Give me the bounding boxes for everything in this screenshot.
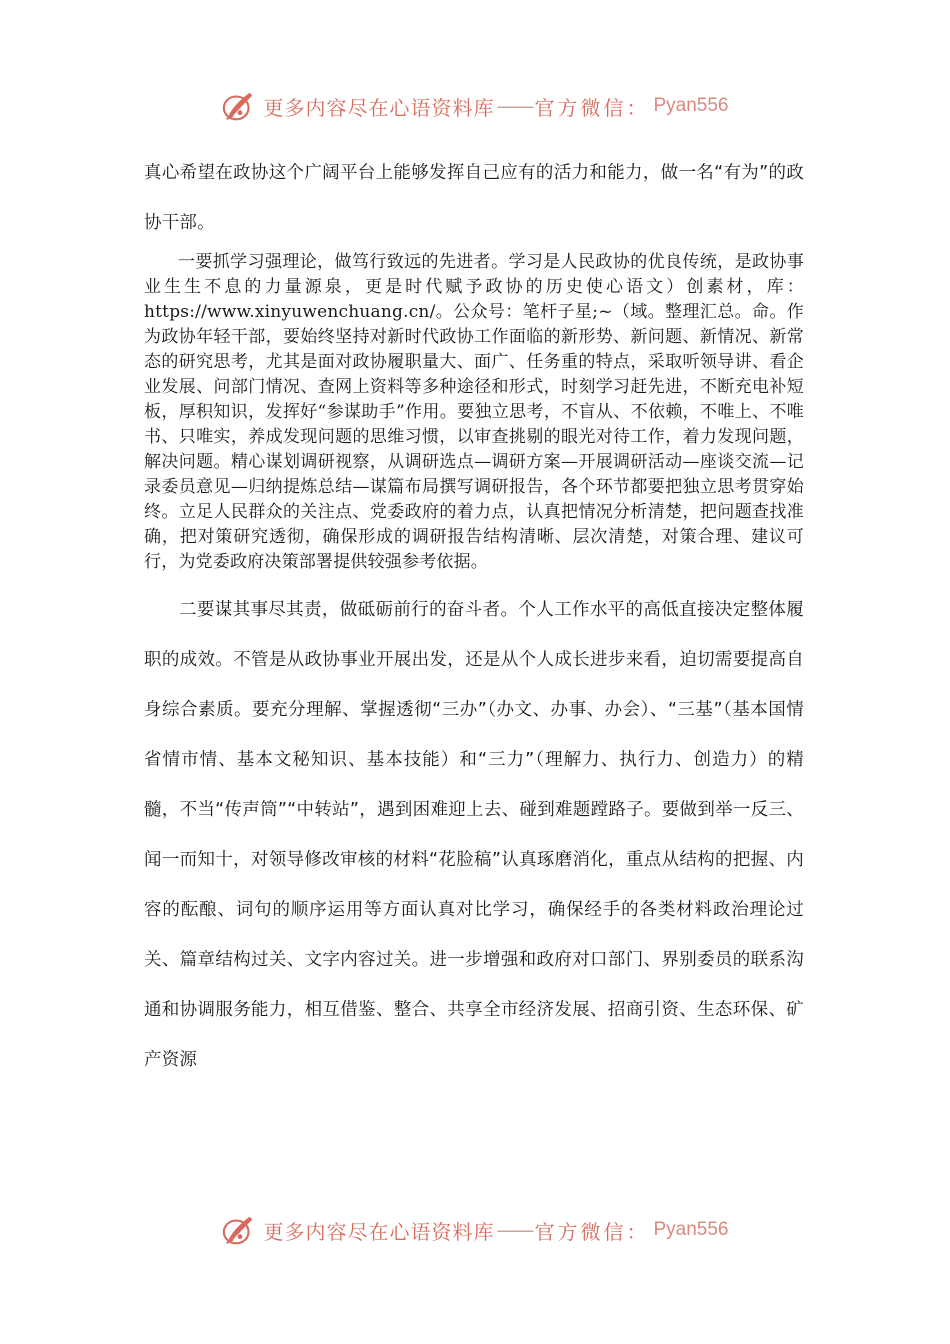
- footer-wechat-id: Pyan556: [653, 1219, 729, 1240]
- header-wechat-id: Pyan556: [653, 95, 729, 116]
- paragraph-duty-responsibility: 二要谋其事尽其责，做砥砺前行的奋斗者。个人工作水平的高低直接决定整体履职的成效。不管是从政协事业开展出发，还是从个人成长进步来看，迫切需要提高自身综合素质。要充分理解、掌握透彻“三办”（办文、办事、办会）、“三基”（基本国情省情市情、基本文秘知识、基本技能）和“三力”（理解力、执行力、创造力）的精髓，不当“传声筒”“中转站”，遇到困难迎上去、碰到难题蹚路子。要做到举一反三、闻一而知十，对领导修改审核的材料“花脸稿”认真琢磨消化，重点从结构的把握、内容的酝酿、词句的顺序运用等方面认真对比学习，确保经手的各类材料政治理论过关、篇章结构过关、文字内容过关。进一步增强和政府对口部门、界别委员的联系沟通和协调服务能力，相互借鉴、整合、共享全市经济发展、招商引资、生态环保、矿产资源: [144, 600, 804, 1070]
- footer-dash: ——: [496, 1218, 533, 1242]
- header-dash: ——: [496, 94, 533, 118]
- footer-wechat-label: 官方微信：: [534, 1219, 650, 1244]
- pen-inkwell-logo-icon: [221, 1211, 259, 1249]
- header-wechat-label: 官方微信：: [534, 95, 650, 120]
- paragraph-continuation: 真心希望在政协这个广阔平台上能够发挥自己应有的活力和能力，做一名“有为”的政协干部。: [144, 163, 804, 233]
- pen-inkwell-logo-icon: [221, 87, 259, 125]
- footer-site-text: 更多内容尽在心语资料库: [263, 1219, 495, 1244]
- document-body: [144, 148, 804, 1085]
- paragraph-study-theory: 一要抓学习强理论，做笃行致远的先进者。学习是人民政协的优良传统，是政协事业生生不息的力量源泉，更是时代赋予政协的历史使心语文）创素材，库：https://www.xinyuwenchuang.cn/。公众号：笔杆子星;~（域。整理汇总。命。作为政协年轻干部，要始终坚持对新时代政协工作面临的新形势、新问题、新情况、新常态的研究思考，尤其是面对政协履职量大、面广、任务重的特点，采取听领导讲、看企业发展、问部门情况、查网上资料等多种途径和形式，时刻学习赶先进，不断充电补短板，厚积知识，发挥好“参谋助手”作用。要独立思考，不盲从、不依赖，不唯上、不唯书、只唯实，养成发现问题的思维习惯，以审查挑剔的眼光对待工作，着力发现问题，解决问题。精心谋划调研视察，从调研选点—调研方案—开展调研活动—座谈交流—记录委员意见—归纳提炼总结—谋篇布局撰写调研报告，各个环节都要把独立思考贯穿始终。立足人民群众的关注点、党委政府的着力点，认真把情况分析清楚，把问题查找准确，把对策研究透彻，确保形成的调研报告结构清晰、层次清楚，对策合理、建议可行，为党委政府决策部署提供较强参考依据。: [144, 252, 804, 572]
- header-banner: [0, 84, 950, 128]
- header-site-text: 更多内容尽在心语资料库: [263, 95, 495, 120]
- footer-banner: [0, 1208, 950, 1252]
